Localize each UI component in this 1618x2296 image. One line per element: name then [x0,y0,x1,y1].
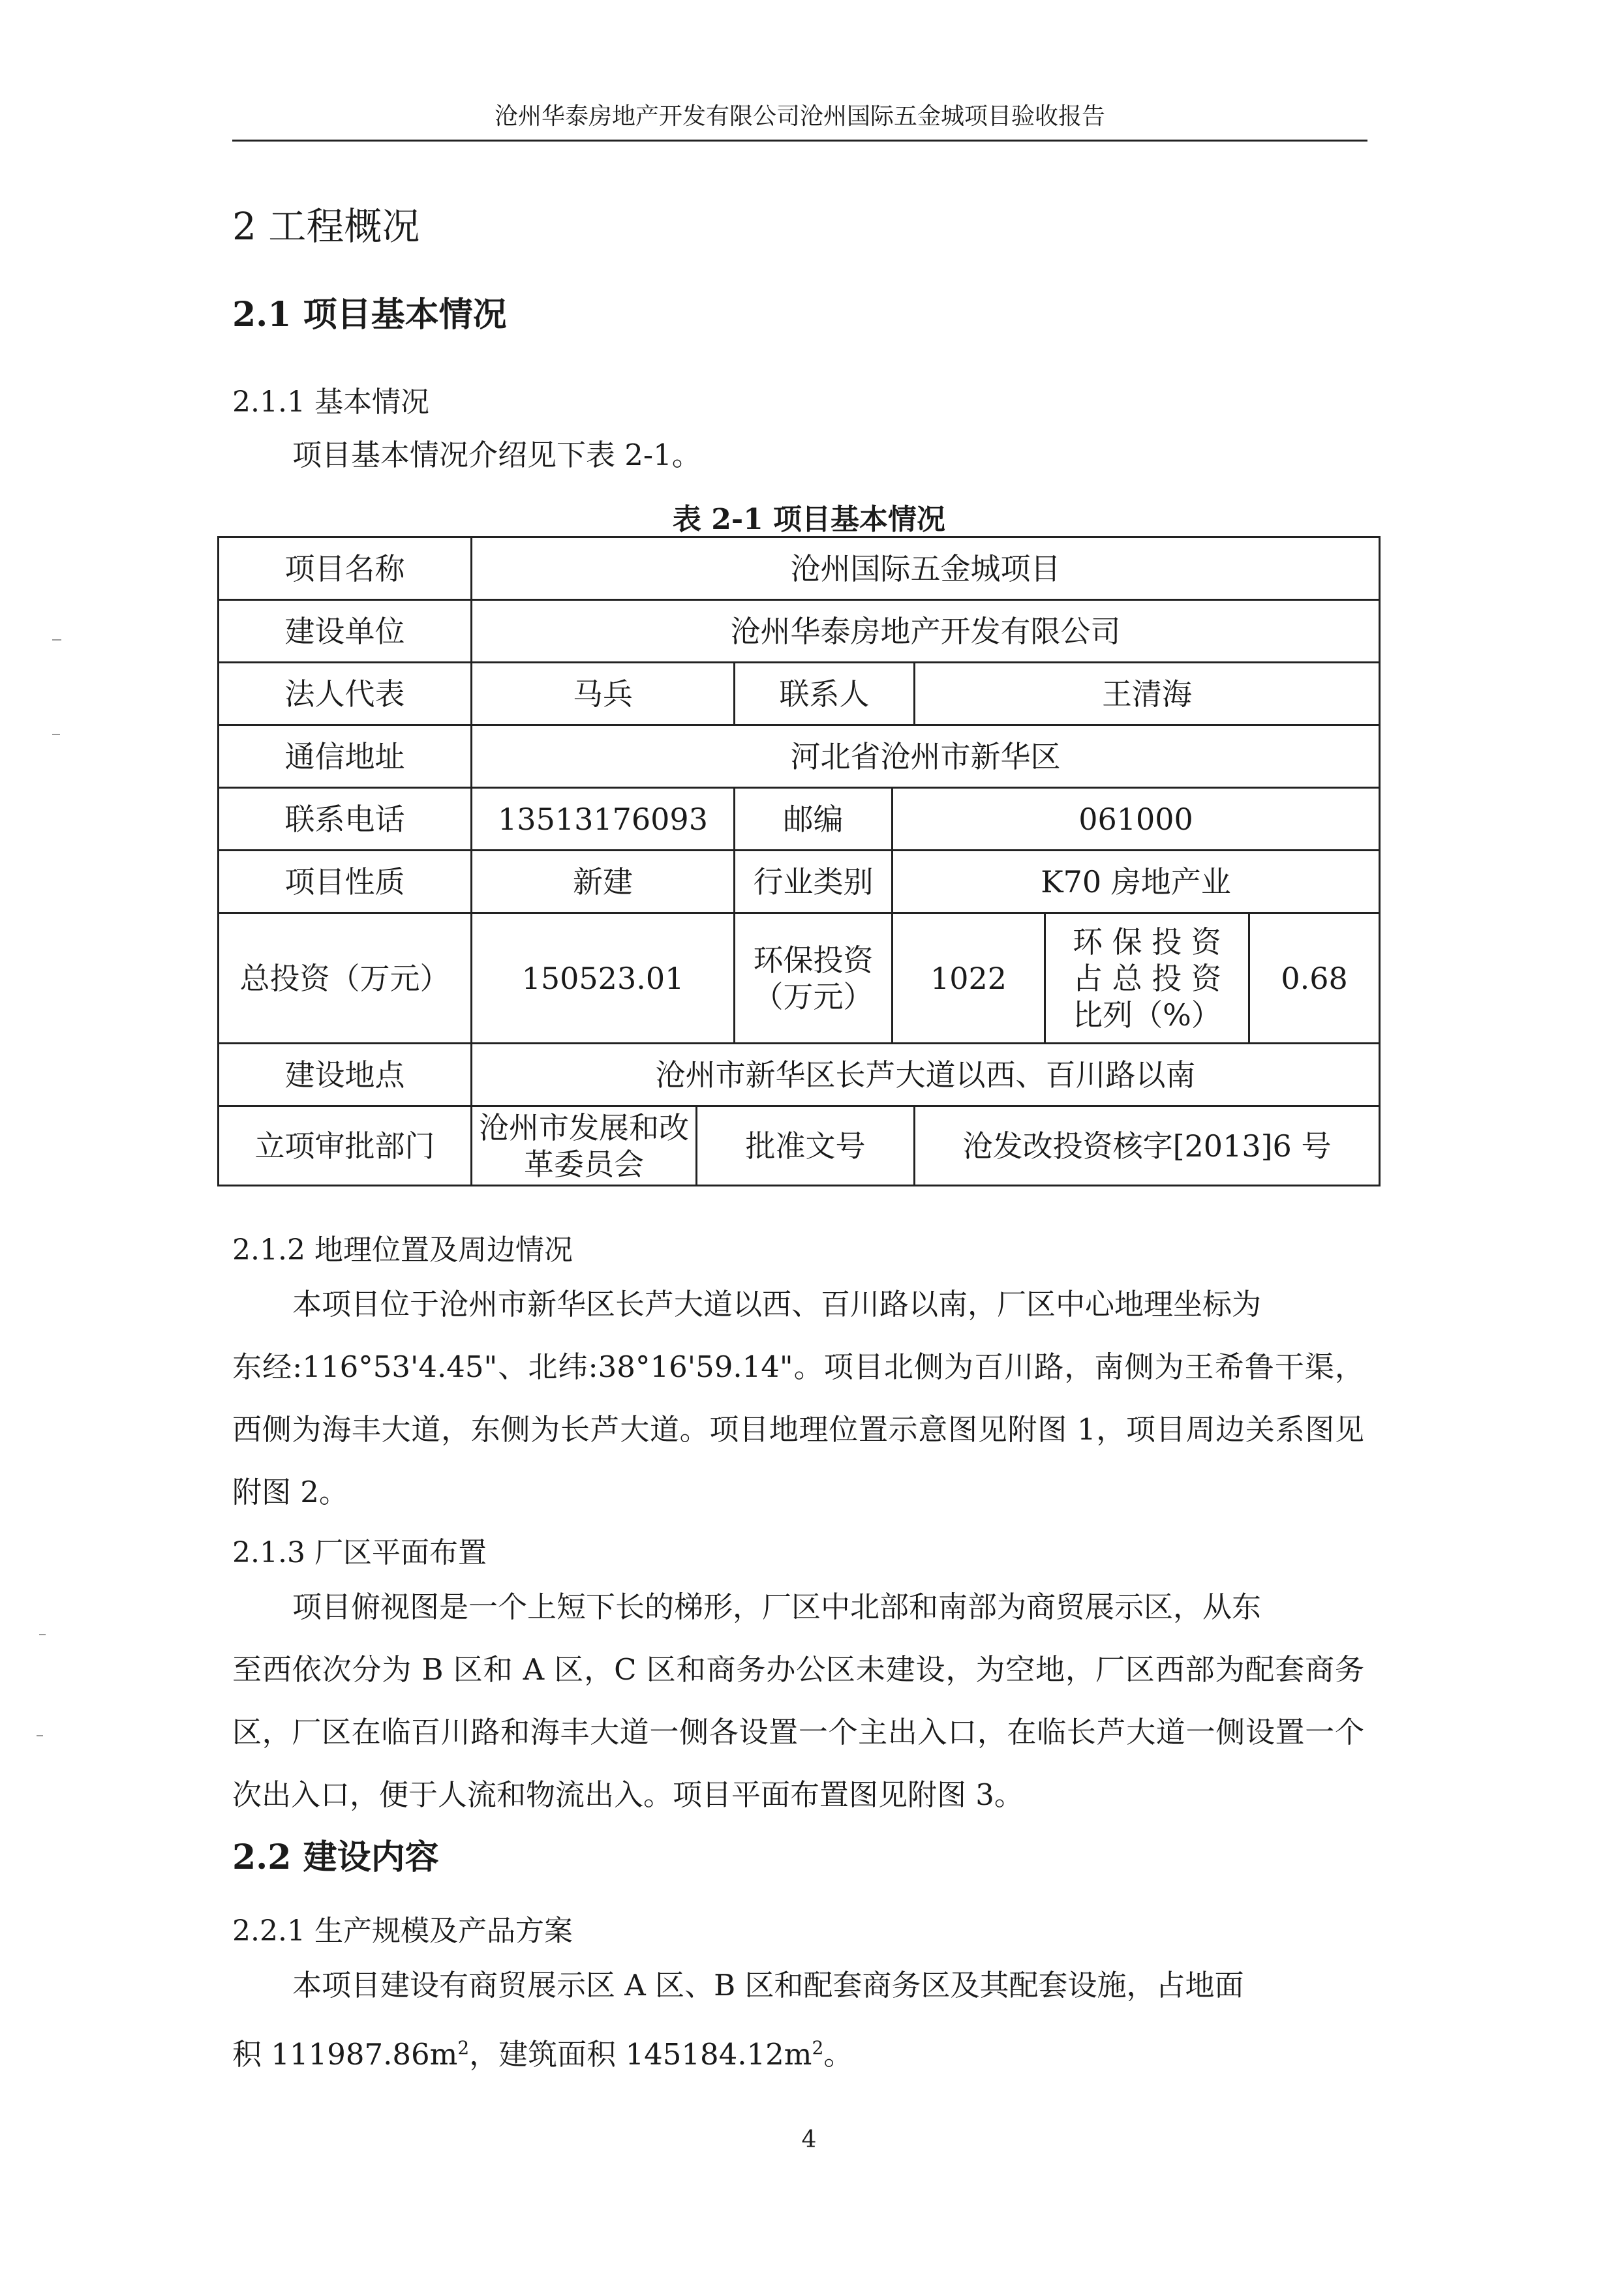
layout-text-rest: 至西依次分为 B 区和 A 区，C 区和商务办公区未建设，为空地，厂区西部为配套商务区，厂区在临百川路和海丰大道一侧各设置一个主出入口，在临长芦大道一侧设置一个次出入口，便于人流和物流出入。项目平面布置图见附图 3。 [232,1652,1364,1812]
nature-label: 项目性质 [219,851,472,913]
address-value: 河北省沧州市新华区 [472,725,1380,788]
project-name-value: 沧州国际五金城项目 [472,537,1380,600]
subsection-heading-2-2-1: 2.2.1 生产规模及产品方案 [232,1914,573,1948]
table-row [219,788,1380,851]
builder-value: 沧州华泰房地产开发有限公司 [472,600,1380,663]
table-row [219,537,1380,600]
table-row [219,1044,1380,1106]
builder-label: 建设单位 [219,600,472,663]
env-invest-label-line: 环保投资 [753,942,874,978]
layout-text-first: 项目俯视图是一个上短下长的梯形，厂区中北部和南部为商贸展示区，从东 [292,1590,1262,1624]
approval-dept-line: 革委员会 [524,1146,644,1182]
scan-speck [52,639,61,641]
table-caption: 表 2-1 项目基本情况 [672,503,946,536]
postcode-value: 061000 [893,788,1380,851]
approval-dept-label: 立项审批部门 [219,1106,472,1186]
table-row [219,600,1380,663]
scale-text-first: 本项目建设有商贸展示区 A 区、B 区和配套商务区及其配套设施，占地面 [292,1968,1244,2002]
env-ratio-value: 0.68 [1249,913,1380,1044]
project-name-label: 项目名称 [219,537,472,600]
approval-no-value: 沧发改投资核字[2013]6 号 [915,1106,1380,1186]
env-ratio-label-line: 环 保 投 资 [1073,924,1221,959]
subsection-heading-2-1-1: 2.1.1 基本情况 [232,385,429,419]
approval-dept-value [472,1106,697,1186]
phone-label: 联系电话 [219,788,472,851]
section-heading-2-2: 2.2 建设内容 [232,1837,439,1877]
phone-value: 13513176093 [472,788,735,851]
intro-paragraph [232,424,1364,487]
intro-text: 项目基本情况介绍见下表 2-1。 [292,438,701,472]
project-info-table [217,536,1381,1186]
contact-label: 联系人 [735,663,915,725]
table-row [219,851,1380,913]
env-ratio-label-line: 比列（%） [1073,997,1221,1033]
total-invest-value: 150523.01 [472,913,735,1044]
scan-speck [37,1735,43,1736]
env-ratio-label [1045,913,1249,1044]
header-rule [232,140,1367,142]
scale-paragraph [232,1954,1364,2086]
env-invest-label-line: （万元） [753,978,874,1014]
location-text-rest: 东经:116°53'4.45"、北纬:38°16'59.14"。项目北侧为百川路，南侧为王希鲁干渠，西侧为海丰大道，东侧为长芦大道。项目地理位置示意图见附图 1，项目周边关系图见附图 2。 [232,1350,1364,1509]
running-header: 沧州华泰房地产开发有限公司沧州国际五金城项目验收报告 [494,103,1105,130]
nature-value: 新建 [472,851,735,913]
address-label: 通信地址 [219,725,472,788]
subsection-heading-2-1-3: 2.1.3 厂区平面布置 [232,1536,487,1569]
page-number: 4 [801,2126,817,2153]
approval-dept-line: 沧州市发展和改 [479,1110,689,1145]
table-row [219,725,1380,788]
env-ratio-label-line: 占 总 投 资 [1073,960,1221,996]
industry-label: 行业类别 [735,851,893,913]
approval-no-label: 批准文号 [697,1106,915,1186]
scale-text-c: 。 [823,2037,853,2072]
location-paragraph [232,1273,1364,1524]
location-text-first: 本项目位于沧州市新华区长芦大道以西、百川路以南，厂区中心地理坐标为 [292,1287,1262,1322]
legal-rep-value: 马兵 [472,663,735,725]
scale-text-a: 积 111987.86m [232,2037,458,2072]
superscript: 2 [457,2037,470,2059]
table-row [219,1106,1380,1186]
env-invest-value: 1022 [893,913,1045,1044]
section-heading-2-1: 2.1 项目基本情况 [232,295,507,335]
env-invest-label [735,913,893,1044]
layout-paragraph [232,1576,1364,1826]
table-row [219,663,1380,725]
legal-rep-label: 法人代表 [219,663,472,725]
postcode-label: 邮编 [735,788,893,851]
contact-value: 王清海 [915,663,1380,725]
table-row [219,913,1380,1044]
scan-speck [52,734,60,735]
section-heading-2: 2 工程概况 [232,204,420,249]
site-value: 沧州市新华区长芦大道以西、百川路以南 [472,1044,1380,1106]
superscript: 2 [812,2037,824,2059]
subsection-heading-2-1-2: 2.1.2 地理位置及周边情况 [232,1233,573,1267]
scan-speck [39,1634,46,1635]
total-invest-label: 总投资（万元） [219,913,472,1044]
scale-text-b: ，建筑面积 145184.12m [469,2037,812,2072]
site-label: 建设地点 [219,1044,472,1106]
industry-value: K70 房地产业 [893,851,1380,913]
